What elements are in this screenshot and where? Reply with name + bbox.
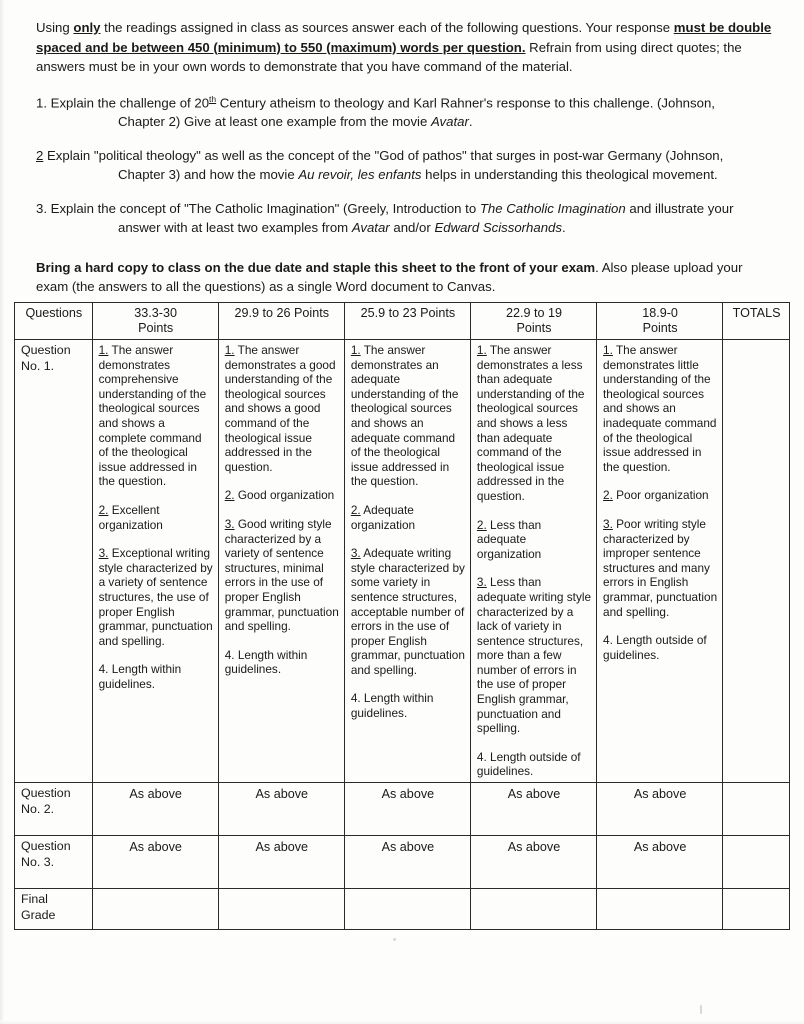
row-label-q1-line1: Question: [21, 343, 71, 357]
question-item-3: [36, 199, 772, 238]
criteria-number: 3.: [350, 546, 361, 561]
as-above-cell-band-5: As above: [597, 836, 723, 889]
question-3-line2-a: answer with at least two examples from: [118, 220, 352, 236]
question-3-line2-mid: and/or: [389, 220, 435, 236]
criteria-number: 2.: [224, 488, 235, 503]
header-band-1-range: 33.3-30: [134, 306, 177, 320]
criteria-number: 1.: [476, 343, 487, 357]
table-row-question-1: [15, 340, 790, 783]
header-band-1-unit: Points: [138, 321, 174, 335]
as-above-cell-band-3: As above: [344, 783, 470, 836]
row-label-question-1: [15, 340, 93, 783]
criteria-text: Excellent organization: [98, 502, 163, 532]
criteria-number: 3.: [476, 575, 487, 590]
header-band-5-unit: Points: [642, 321, 678, 335]
criteria-number: 1.: [350, 343, 361, 357]
criteria-item-content: [603, 343, 717, 474]
row-label-question-3: [15, 836, 93, 889]
grading-rubric-table: [14, 302, 790, 930]
criteria-text: The answer demonstrates an adequate understanding of the theological sources and shows an adequate command of the theological issue addressed in the question.: [350, 343, 459, 489]
totals-cell-question-3[interactable]: [723, 836, 790, 889]
criteria-text: Poor organization: [612, 488, 709, 503]
totals-cell-question-1[interactable]: [723, 340, 790, 783]
criteria-text: Exceptional writing style characterized by a variety of sentence structures, the use of proper English grammar, punctuation and spelling.: [98, 546, 213, 648]
criteria-item-content: [225, 343, 339, 474]
row-label-q3-line1: Question: [21, 839, 71, 854]
table-row-question-2: [15, 783, 790, 836]
question-1-text-b: Century atheism to theology and Karl Rahner's response to this challenge. (Johnson,: [216, 94, 715, 110]
criteria-number: 3.: [224, 516, 235, 531]
criteria-item-organization: [603, 488, 717, 503]
final-grade-cell-band-1[interactable]: [92, 889, 218, 930]
criteria-number: 2.: [98, 502, 109, 517]
table-header-row: [15, 303, 790, 340]
final-grade-cell-band-4[interactable]: [470, 889, 596, 930]
intro-text-a: Using: [36, 20, 74, 35]
intro-text-b: the readings assigned in class as sources answer each of the following questions. Your response: [100, 20, 674, 35]
criteria-item-writing-style: [351, 546, 465, 677]
question-1-line2-a: Chapter 2) Give at least one example from the movie: [118, 114, 431, 130]
question-1-line2: [58, 112, 772, 132]
criteria-number: 2.: [476, 517, 487, 532]
question-2-line2: [58, 165, 772, 185]
row-label-q2-line1: Question: [21, 786, 71, 801]
row-label-question-2: [15, 783, 93, 836]
instructions-block: [36, 18, 772, 302]
question-3-book-title: The Catholic Imagination: [479, 200, 626, 216]
criteria-cell-band-3: [344, 340, 470, 783]
as-above-cell-band-4: As above: [470, 836, 596, 889]
row-label-final-grade: [15, 889, 93, 930]
header-band-4: [470, 303, 596, 340]
intro-only-emphasis: only: [73, 20, 101, 35]
table-row-final-grade: [15, 889, 790, 930]
question-3-line2: [58, 218, 772, 238]
question-2-text-a: Explain "political theology" as well as the concept of the "God of pathos" that surges in post-war Germany (Johnson,: [47, 147, 724, 163]
question-1-line2-b: .: [468, 114, 473, 130]
header-questions-label: Questions: [25, 306, 83, 320]
criteria-item-writing-style: [225, 517, 339, 634]
criteria-cell-band-4: [470, 340, 596, 783]
intro-text-c: Refrain from using direct quotes; the answers must be in your own words to demonstrate that you have command of the material.: [36, 39, 742, 74]
question-item-2: [36, 146, 772, 185]
final-grade-cell-band-2[interactable]: [218, 889, 344, 930]
question-3-number: 3.: [36, 200, 47, 216]
criteria-text: Length within guidelines.: [224, 647, 308, 677]
criteria-text: The answer demonstrates comprehensive understanding of the theological sources and shows a complete command of the theological issue addressed in the question.: [98, 343, 207, 489]
criteria-item-organization: [351, 503, 465, 532]
instructions-paragraph: [36, 18, 772, 77]
scan-speck: [700, 1005, 702, 1014]
final-grade-totals-cell[interactable]: [723, 889, 790, 930]
question-2-movie-title: Au revoir, les enfants: [298, 167, 422, 183]
table-row-question-3: [15, 836, 790, 889]
question-3-text-a: Explain the concept of "The Catholic Imagination" (Greely, Introduction to: [50, 200, 480, 216]
header-band-2: [218, 303, 344, 340]
criteria-item-length: [351, 691, 465, 720]
scan-bottom-shadow: [0, 1020, 804, 1024]
criteria-text: Good writing style characterized by a variety of sentence structures, minimal errors in the use of proper English grammar, punctuation and spelling.: [224, 516, 339, 634]
question-1-movie-title: Avatar: [430, 114, 469, 130]
criteria-item-organization: [225, 488, 339, 503]
row-label-q3-line2: No. 3.: [21, 854, 55, 869]
criteria-text: Length within guidelines.: [350, 691, 434, 721]
criteria-number: 1.: [224, 343, 235, 357]
header-band-4-unit: Points: [516, 321, 552, 335]
criteria-number: 4.: [603, 633, 613, 648]
criteria-cell-band-5: [597, 340, 723, 783]
criteria-number: 4.: [350, 691, 361, 706]
criteria-item-organization: [99, 503, 213, 532]
header-band-5-range: 18.9-0: [642, 306, 678, 320]
criteria-item-length: [477, 750, 591, 779]
row-label-final-line1: Final: [21, 892, 48, 907]
as-above-cell-band-1: As above: [92, 836, 218, 889]
criteria-text: The answer demonstrates a less than adequate understanding of the theological sources and shows a less than adequate command of the theological issue addressed in the question.: [476, 343, 585, 503]
header-band-1: [92, 303, 218, 340]
criteria-number: 1.: [98, 343, 109, 357]
as-above-cell-band-2: As above: [218, 783, 344, 836]
criteria-text: Adequate organization: [350, 502, 416, 532]
header-band-5: [597, 303, 723, 340]
criteria-text: Good organization: [234, 488, 335, 503]
criteria-item-length: [99, 662, 213, 691]
as-above-cell-band-1: As above: [92, 783, 218, 836]
question-3-movie-title-1: Avatar: [351, 220, 390, 236]
criteria-text: The answer demonstrates a good understanding of the theological sources and shows a good command of the theological issue addressed in the question.: [224, 343, 336, 474]
as-above-cell-band-3: As above: [344, 836, 470, 889]
final-grade-cell-band-3[interactable]: [344, 889, 470, 930]
criteria-number: 2.: [603, 488, 613, 503]
as-above-cell-band-5: As above: [597, 783, 723, 836]
scan-edge-shadow: [0, 0, 5, 1024]
criteria-number: 3.: [98, 546, 109, 561]
question-item-1: [36, 90, 772, 132]
as-above-cell-band-4: As above: [470, 783, 596, 836]
criteria-item-writing-style: [477, 575, 591, 736]
question-3-movie-title-2: Edward Scissorhands: [434, 220, 562, 236]
criteria-number: 4.: [224, 647, 235, 662]
question-2-line2-b: helps in understanding this theological movement.: [421, 167, 718, 183]
criteria-item-writing-style: [603, 517, 717, 619]
question-2-line2-a: Chapter 3) and how the movie: [118, 167, 299, 183]
question-1-text-a: Explain the challenge of 20: [50, 94, 210, 110]
question-3-line2-b: .: [561, 220, 566, 236]
criteria-item-writing-style: [99, 546, 213, 648]
header-band-2-range: 29.9 to 26 Points: [234, 306, 330, 320]
totals-cell-question-2[interactable]: [723, 783, 790, 836]
criteria-item-content: [477, 343, 591, 504]
header-band-3: [344, 303, 470, 340]
question-2-number: 2: [36, 147, 44, 163]
criteria-item-length: [225, 648, 339, 677]
criteria-text: Poor writing style characterized by improper sentence structures and many errors in English grammar, punctuation and spelling.: [603, 516, 718, 619]
question-1-number: 1.: [36, 94, 47, 110]
row-label-q2-line2: No. 2.: [21, 801, 55, 816]
row-label-final-line2: Grade: [21, 907, 56, 922]
criteria-item-organization: [477, 518, 591, 562]
criteria-text: Length within guidelines.: [98, 662, 182, 691]
header-totals: [723, 303, 790, 340]
criteria-item-content: [351, 343, 465, 489]
as-above-cell-band-2: As above: [218, 836, 344, 889]
criteria-text: Length outside of guidelines.: [603, 633, 707, 662]
criteria-cell-band-1: [92, 340, 218, 783]
scan-speck: [393, 938, 396, 941]
final-grade-cell-band-5[interactable]: [597, 889, 723, 930]
header-questions: [15, 303, 93, 340]
criteria-text: Less than adequate organization: [476, 517, 542, 561]
criteria-text: The answer demonstrates little understanding of the theological sources and shows an inadequate command of the theological issue addressed in the question.: [603, 343, 717, 474]
header-totals-label: TOTALS: [732, 306, 781, 320]
intro-requirement-emphasis: must be double spaced and be between 450 (minimum) to 550 (maximum) words per question.: [36, 20, 772, 55]
submission-bold-part: Bring a hard copy to class on the due date and staple this sheet to the front of your exam: [36, 259, 596, 275]
criteria-number: 4.: [476, 749, 487, 764]
submission-rest: . Also please upload your exam (the answers to all the questions) as a single Word document to Canvas.: [36, 259, 743, 295]
criteria-cell-band-2: [218, 340, 344, 783]
criteria-number: 2.: [350, 502, 361, 517]
criteria-number: 3.: [603, 516, 613, 531]
criteria-item-length: [603, 633, 717, 662]
criteria-text: Adequate writing style characterized by some variety in sentence structures, acceptable number of errors in the use of proper English grammar, punctuation and spelling.: [350, 546, 465, 677]
criteria-number: 4.: [98, 662, 109, 677]
row-label-q1-line2: No. 1.: [21, 358, 55, 373]
criteria-number: 1.: [603, 343, 613, 357]
criteria-text: Less than adequate writing style characterized by a lack of variety in sentence structures, more than a few number of errors in the use of proper English grammar, punctuation and spelling.: [476, 575, 592, 736]
question-3-text-b: and illustrate your: [625, 200, 734, 216]
question-1-ordinal-suffix: th: [209, 93, 217, 104]
criteria-text: Length outside of guidelines.: [476, 749, 581, 779]
submission-instructions: [36, 258, 772, 297]
header-band-4-range: 22.9 to 19: [505, 306, 562, 320]
header-band-3-range: 25.9 to 23 Points: [360, 306, 456, 320]
criteria-item-content: [99, 343, 213, 489]
